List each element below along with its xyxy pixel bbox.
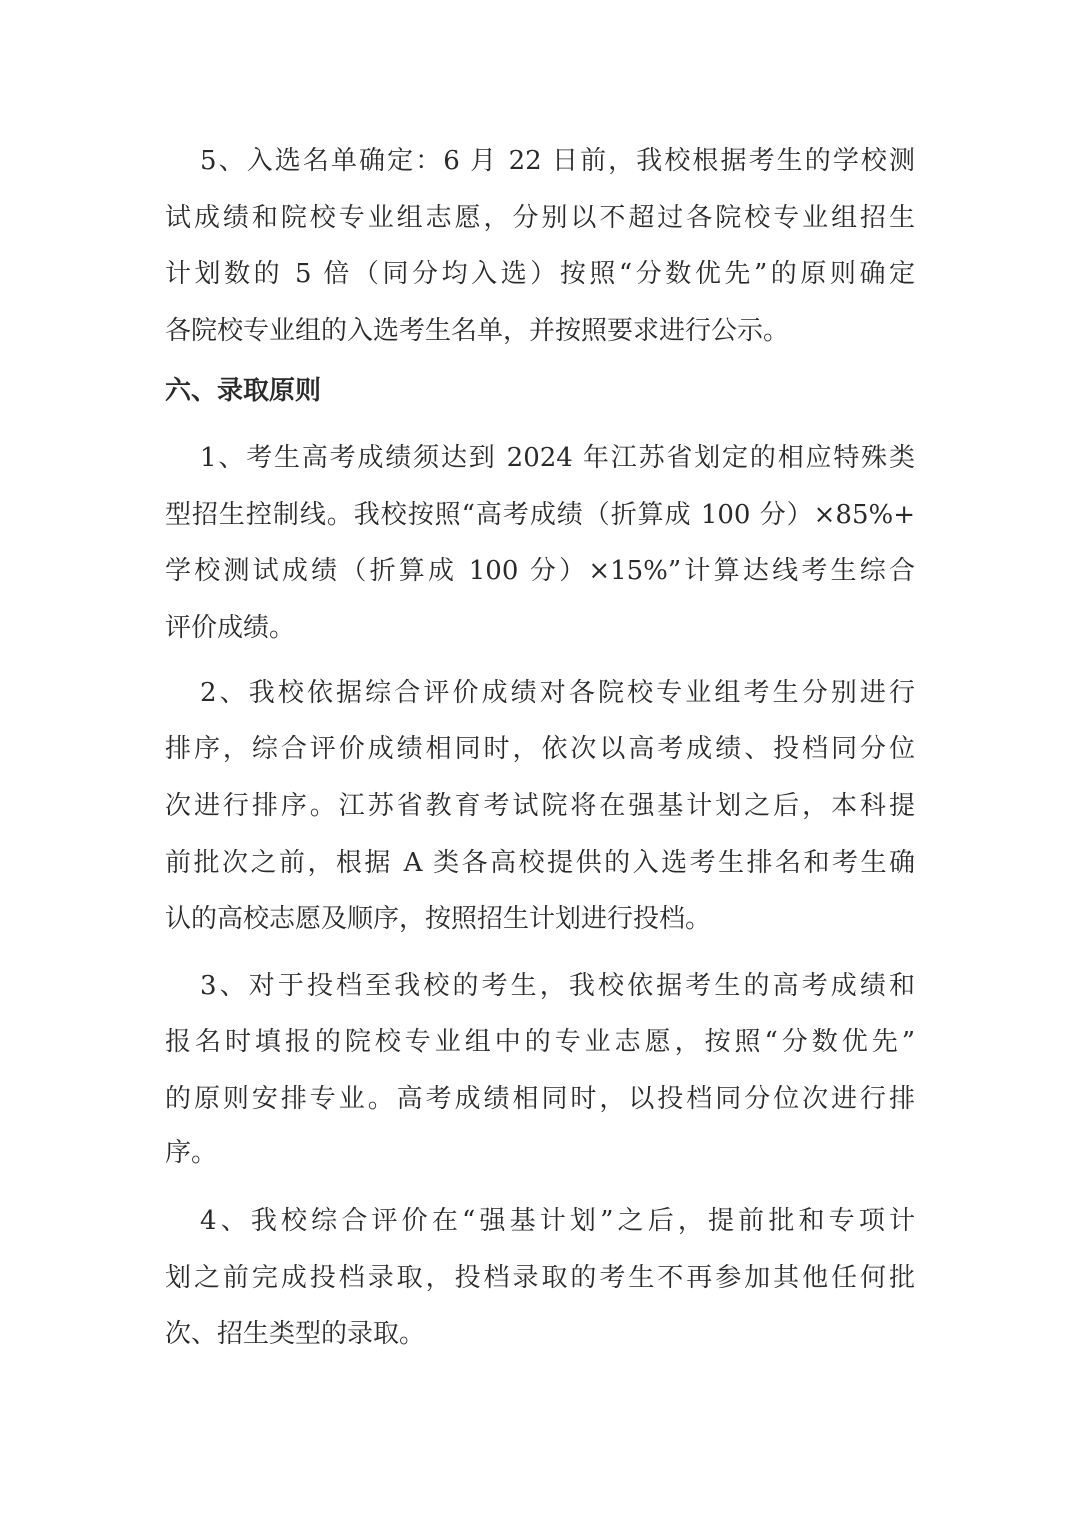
paragraph-line: 前批次之前，根据 A 类各高校提供的入选考生排名和考生确 xyxy=(165,848,915,878)
paragraph-line: 报名时填报的院校专业组中的专业志愿，按照“分数优先” xyxy=(165,1027,915,1057)
paragraph-line: 5、入选名单确定：6 月 22 日前，我校根据考生的学校测 xyxy=(200,146,915,176)
paragraph-line: 2、我校依据综合评价成绩对各院校专业组考生分别进行 xyxy=(200,678,915,708)
paragraph-line: 型招生控制线。我校按照“高考成绩（折算成 100 分）×85%+ xyxy=(165,500,915,530)
paragraph-line: 次、招生类型的录取。 xyxy=(165,1319,426,1349)
paragraph-line: 划之前完成投档录取，投档录取的考生不再参加其他任何批 xyxy=(165,1263,915,1293)
paragraph-line: 各院校专业组的入选考生名单，并按照要求进行公示。 xyxy=(165,316,790,346)
paragraph-line: 序。 xyxy=(165,1138,218,1168)
paragraph-line: 3、对于投档至我校的考生，我校依据考生的高考成绩和 xyxy=(200,971,915,1001)
paragraph-line: 学校测试成绩（折算成 100 分）×15%”计算达线考生综合 xyxy=(165,556,915,586)
paragraph-line: 排序，综合评价成绩相同时，依次以高考成绩、投档同分位 xyxy=(165,734,915,764)
paragraph-line: 评价成绩。 xyxy=(165,613,296,643)
paragraph-line: 的原则安排专业。高考成绩相同时，以投档同分位次进行排 xyxy=(165,1084,915,1114)
paragraph-line: 计划数的 5 倍（同分均入选）按照“分数优先”的原则确定 xyxy=(165,259,915,289)
paragraph-line: 试成绩和院校专业组志愿，分别以不超过各院校专业组招生 xyxy=(165,203,915,233)
section-heading: 六、录取原则 xyxy=(165,376,322,406)
paragraph-line: 1、考生高考成绩须达到 2024 年江苏省划定的相应特殊类 xyxy=(200,443,915,473)
paragraph-line: 认的高校志愿及顺序，按照招生计划进行投档。 xyxy=(165,904,712,934)
paragraph-line: 次进行排序。江苏省教育考试院将在强基计划之后，本科提 xyxy=(165,791,915,821)
paragraph-line: 4、我校综合评价在“强基计划”之后，提前批和专项计 xyxy=(200,1206,915,1236)
